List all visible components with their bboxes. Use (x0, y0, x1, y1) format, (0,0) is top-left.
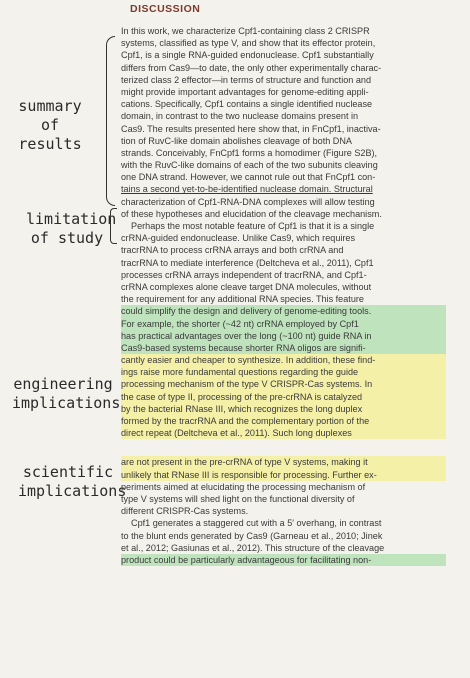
note-summary-of-results (6, 97, 94, 154)
text-line: the requirement for any additional RNA species. This feature (121, 294, 364, 305)
note-line: limitation (26, 210, 117, 228)
text-line: strands. Conceivably, FnCpf1 forms a homodimer (Figure S2B), (121, 147, 378, 158)
text-line-underlined: tains a second yet-to-be-identified nuclease domain. Structural (121, 184, 373, 195)
note-line: implications (18, 482, 127, 500)
text-line: domain, in contrast to the two nuclease domains present in (121, 111, 359, 122)
text-line: differs from Cas9—to date, the only other experimentally charac- (121, 62, 382, 73)
text-line: tracrRNA to mediate interference (Deltcheva et al., 2011), Cpf1 (121, 257, 374, 268)
text-line: tion of RuvC-like domain abolishes cleavage of both DNA (121, 135, 353, 146)
note-line: results (18, 135, 82, 153)
note-line: scientific (22, 463, 114, 481)
text-line-highlighted: are not present in the pre-crRNA of type V systems, making it (121, 456, 446, 468)
text-line-highlighted: product could be particularly advantageous for facilitating non- (121, 554, 446, 566)
text-line-highlighted: could simplify the design and delivery of genome-editing tools. (121, 305, 446, 317)
text-line: type V systems will shed light on the functional diversity of (121, 493, 355, 504)
discussion-text (121, 25, 446, 566)
text-line: one DNA strand. However, we cannot rule out that FnCpf1 con- (121, 172, 376, 183)
text-line: of these hypotheses and elucidation of the cleavage mechanism. (121, 208, 382, 219)
section-heading: DISCUSSION (130, 3, 201, 15)
text-line-highlighted: processing mechanism of the type V CRISPR-Cas systems. In (121, 378, 446, 390)
text-line: terized class 2 effector—in terms of structure and function and (121, 74, 372, 85)
text-line: et al., 2012; Gasiunas et al., 2012). This structure of the cleavage (121, 542, 385, 553)
text-line-highlighted: has practical advantages over the long (~100 nt) guide RNA in (121, 330, 446, 342)
limitation-bracket (110, 208, 117, 244)
text-line: with the RuvC-like domains of each of the two subunits cleaving (121, 160, 378, 171)
text-line: to the blunt ends generated by Cas9 (Garneau et al., 2010; Jinek (121, 530, 383, 541)
note-line: of study (30, 229, 104, 247)
text-line-highlighted: unlikely that RNase III is responsible for processing. Further ex- (121, 469, 446, 481)
summary-bracket (106, 36, 115, 206)
note-line: engineering (13, 375, 113, 393)
note-engineering-implications (12, 375, 121, 413)
text-line: crRNA complexes alone cleave target DNA molecules, without (121, 281, 372, 292)
text-line: crRNA-guided endonuclease. Unlike Cas9, which requires (121, 233, 356, 244)
text-line-highlighted: cantly easier and cheaper to synthesize. In addition, these find- (121, 354, 446, 366)
text-line-highlighted: direct repeat (Deltcheva et al., 2011). Such long duplexes (121, 427, 446, 439)
note-scientific-implications (18, 463, 127, 501)
text-line: processes crRNA arrays independent of tracrRNA, and Cpf1- (121, 269, 367, 280)
text-line: In this work, we characterize Cpf1-containing class 2 CRISPR (121, 26, 370, 36)
text-line: might provide important advantages for genome-editing appli- (121, 86, 369, 97)
text-line: different CRISPR-Cas systems. (121, 506, 249, 517)
text-line: Perhaps the most notable feature of Cpf1 is that it is a single (131, 221, 375, 231)
text-line-highlighted: by the bacterial RNase III, which recognizes the long duplex (121, 403, 446, 415)
text-line: periments aimed at elucidating the processing mechanism of (121, 481, 366, 492)
text-line: characterization of Cpf1-RNA-DNA complexes will allow testing (121, 196, 375, 207)
text-line-highlighted: For example, the shorter (~42 nt) crRNA employed by Cpf1 (121, 318, 446, 330)
note-line: implications (12, 394, 121, 412)
text-line-highlighted: the case of type II, processing of the pre-crRNA is catalyzed (121, 391, 446, 403)
text-line: Cas9. The results presented here show that, in FnCpf1, inactiva- (121, 123, 381, 134)
column-break (121, 439, 446, 456)
text-line: Cpf1, is a single RNA-guided endonuclease. Cpf1 substantially (121, 50, 374, 61)
text-line: tracrRNA to process crRNA arrays and both crRNA and (121, 245, 344, 256)
text-line-highlighted: ings raise more fundamental questions regarding the guide (121, 366, 446, 378)
note-line: summary of (18, 97, 82, 134)
text-line: Cpf1 generates a staggered cut with a 5′ overhang, in contrast (131, 518, 382, 529)
note-limitation-of-study (26, 210, 117, 248)
text-line: cations. Specifically, Cpf1 contains a single identified nuclease (121, 99, 373, 110)
text-line-highlighted: Cas9-based systems because shorter RNA oligos are signifi- (121, 342, 446, 354)
text-line: systems, classified as type V, and show that its effector protein, (121, 38, 376, 49)
text-line-highlighted: formed by the tracrRNA and the complementary portion of the (121, 415, 446, 427)
